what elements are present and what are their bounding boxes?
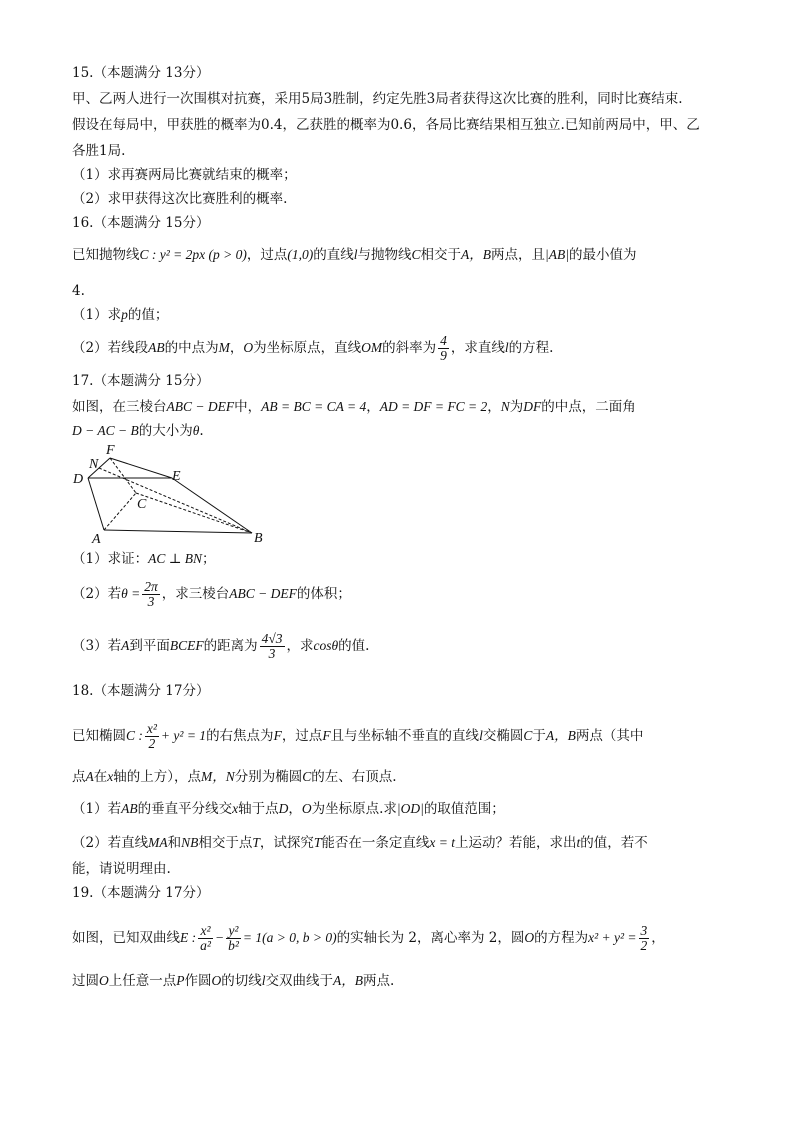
q16-part2: （2）若线段AB的中点为M，O为坐标原点，直线OM的斜率为 $\frac{4}{9}$ ，求直线l的方程. (72, 333, 554, 363)
q17-part2: （2）若θ = $\frac{2\pi}{3}$ ，求三棱台ABC − DEF的体积； (72, 579, 351, 609)
q15-line1: 甲、乙两人进行一次围棋对抗赛，采用5局3胜制，约定先胜3局者获得这次比赛的胜利，同时比赛结束. (72, 91, 683, 107)
q17-header: 17.（本题满分 15分） (72, 373, 210, 389)
label-B: B (254, 531, 263, 546)
q16-header: 16.（本题满分 15分） (72, 215, 210, 231)
label-E: E (172, 469, 181, 484)
hyperbola-fraction-x: $\frac{\text{x²}}{\text{a²}}$ (200, 923, 211, 953)
frustum-figure (70, 440, 270, 546)
theta-fraction: $\frac{2\pi}{3}$ (144, 579, 158, 609)
edge-FE (110, 458, 172, 478)
q19-header: 19.（本题满分 17分） (72, 885, 210, 901)
q15-header: 15.（本题满分 13分） (72, 65, 210, 81)
label-F: F (106, 443, 115, 458)
q16-line1: 已知抛物线C : y² = 2px (p > 0)，过点(1,0)的直线l与抛物线C相交于A，B两点，且|AB|的最小值为 (72, 247, 637, 263)
q18-part2-line2: 能，请说明理由. (72, 861, 171, 877)
q17-part3: （3）若A到平面BCEF的距离为 $\frac{4√3}{3}$ ，求cosθ的值. (72, 631, 370, 661)
q18-line2: 点A在x轴的上方），点M，N分别为椭圆C的左、右顶点. (72, 769, 397, 785)
edge-AB (104, 530, 252, 533)
q16-part1: （1）求p的值； (72, 307, 169, 323)
q19-line2: 过圆O上任意一点P作圆O的切线l交双曲线于A，B两点. (72, 973, 395, 989)
q16-line2: 4. (72, 283, 85, 299)
q18-part2: （2）若直线MA和NB相交于点T，试探究T能否在一条定直线x = t上运动？若能，求出t的值，若不 (72, 835, 648, 851)
edge-EB (172, 478, 252, 533)
q17-part1: （1）求证：AC ⊥ BN； (72, 551, 216, 567)
slope-fraction: $\frac{4}{9}$ (440, 333, 447, 363)
edge-CB (136, 493, 252, 533)
q18-header: 18.（本题满分 17分） (72, 683, 210, 699)
label-N: N (89, 457, 99, 472)
q17-line2: D − AC − B的大小为θ. (72, 423, 204, 439)
q15-line2: 假设在每局中，甲获胜的概率为0.4，乙获胜的概率为0.6，各局比赛结果相互独立.已知前两局中，甲、乙 (72, 117, 700, 133)
ellipse-fraction: $\frac{\text{x²}}{2}$ (146, 721, 157, 751)
edge-DA (88, 478, 104, 530)
q15-part1: （1）求再赛两局比赛就结束的概率； (72, 167, 297, 183)
q18-line1: 已知椭圆C : $\frac{\text{x²}}{2}$ + y² = 1的右焦点为F，过点F且与坐标轴不垂直的直线l交椭圆C于A，B两点（其中 (72, 721, 644, 751)
hyperbola-fraction-y: $\frac{\text{y²}}{\text{b²}}$ (228, 923, 239, 953)
edge-FC (110, 458, 136, 493)
label-D: D (73, 472, 84, 487)
q17-line1: 如图，在三棱台ABC − DEF中，AB = BC = CA = 4，AD = DF = FC = 2，N为DF的中点，二面角 (72, 399, 636, 415)
circle-fraction: $\frac{3}{2}$ (640, 923, 648, 953)
q15-part2: （2）求甲获得这次比赛胜利的概率. (72, 191, 288, 207)
q15-line3: 各胜1局. (72, 143, 126, 159)
edge-AC (104, 493, 136, 530)
distance-fraction: $\frac{4√3}{3}$ (261, 631, 283, 661)
label-C: C (137, 497, 147, 512)
q19-line1: 如图，已知双曲线E : $\frac{\text{x²}}{\text{a²}}$ − $\frac{\text{y²}}{\text{b²}}$ = 1(a > 0, b > 0)的实轴长为 2，离心率为 2，圆O的方程为x² + y² = $\frac{3}{2}$ ， (72, 923, 665, 953)
label-A: A (92, 532, 101, 546)
q18-part1: （1）若AB的垂直平分线交x轴于点D，O为坐标原点.求|OD|的取值范围； (72, 801, 505, 817)
